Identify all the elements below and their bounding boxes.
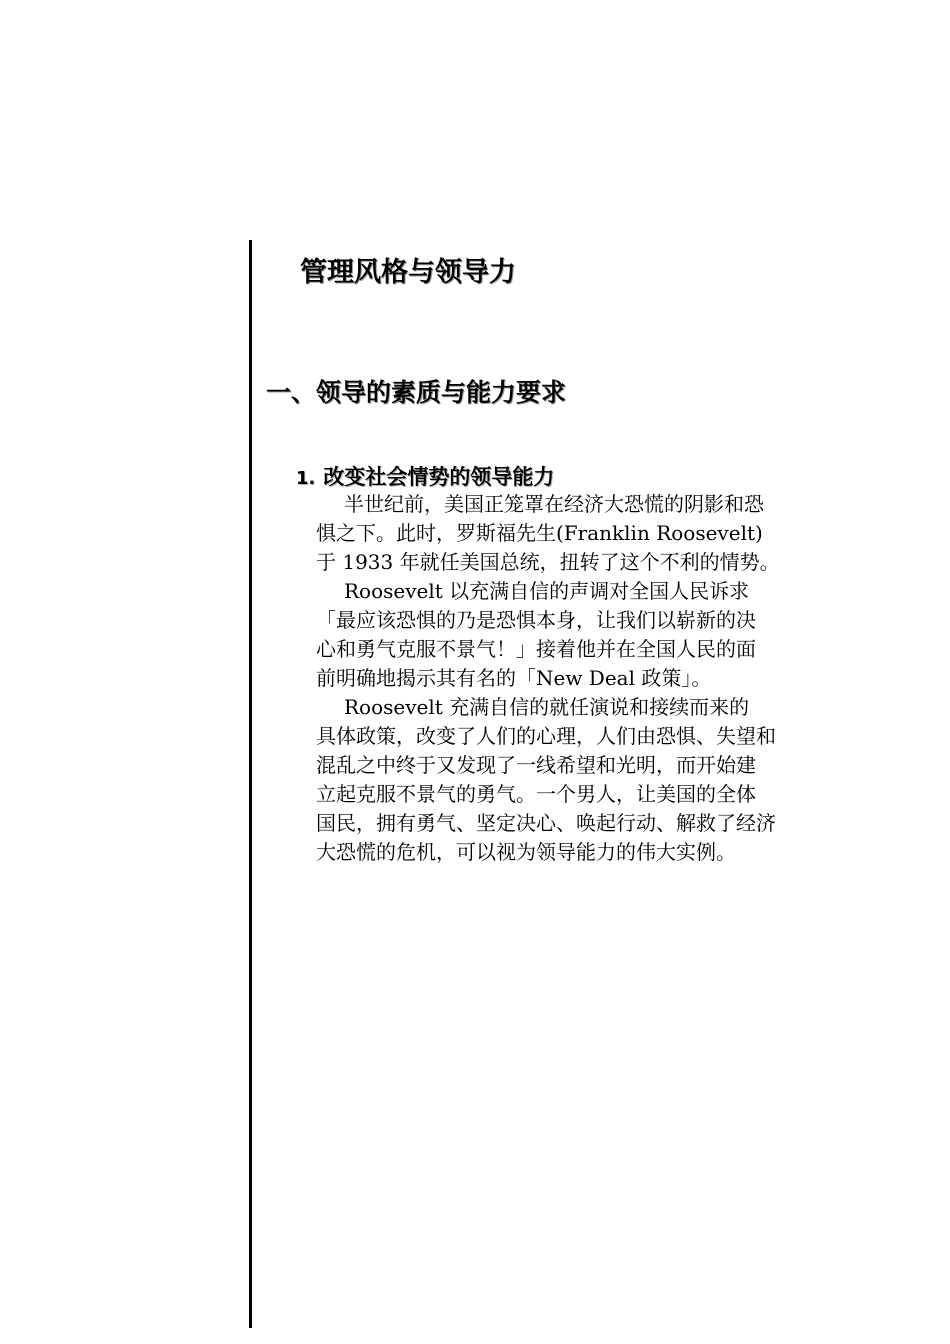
body-line: 于 1933 年就任美国总统，扭转了这个不利的情势。 (316, 550, 780, 574)
body-line: Roosevelt 充满自信的就任演说和接续而来的 (344, 695, 750, 719)
left-margin-rule (249, 240, 252, 1328)
body-line: 「最应该恐惧的乃是恐惧本身，让我们以崭新的决 (316, 608, 756, 632)
body-line: Roosevelt 以充满自信的声调对全国人民诉求 (344, 579, 750, 603)
document-title: 管理风格与领导力 (300, 257, 516, 288)
body-line: 国民，拥有勇气、坚定决心、唤起行动、解救了经济 (316, 811, 776, 835)
body-line: 心和勇气克服不景气！」接着他并在全国人民的面 (316, 637, 756, 661)
body-line: 半世纪前，美国正笼罩在经济大恐慌的阴影和恐 (344, 492, 764, 516)
subsection-heading (296, 461, 554, 491)
section-heading: 一、领导的素质与能力要求 (266, 378, 567, 407)
subsection-number: 1. (296, 468, 316, 489)
body-line: 混乱之中终于又发现了一线希望和光明，而开始建 (316, 753, 756, 777)
body-line: 具体政策，改变了人们的心理，人们由恐惧、失望和 (316, 724, 776, 748)
body-line: 惧之下。此时，罗斯福先生(Franklin Roosevelt) (316, 521, 763, 545)
subsection-title: 改变社会情势的领导能力 (323, 465, 555, 489)
body-line: 前明确地揭示其有名的「New Deal 政策」。 (316, 666, 712, 690)
body-paragraphs (316, 490, 816, 867)
body-line: 大恐慌的危机，可以视为领导能力的伟大实例。 (316, 840, 736, 864)
body-line: 立起克服不景气的勇气。一个男人，让美国的全体 (316, 782, 756, 806)
